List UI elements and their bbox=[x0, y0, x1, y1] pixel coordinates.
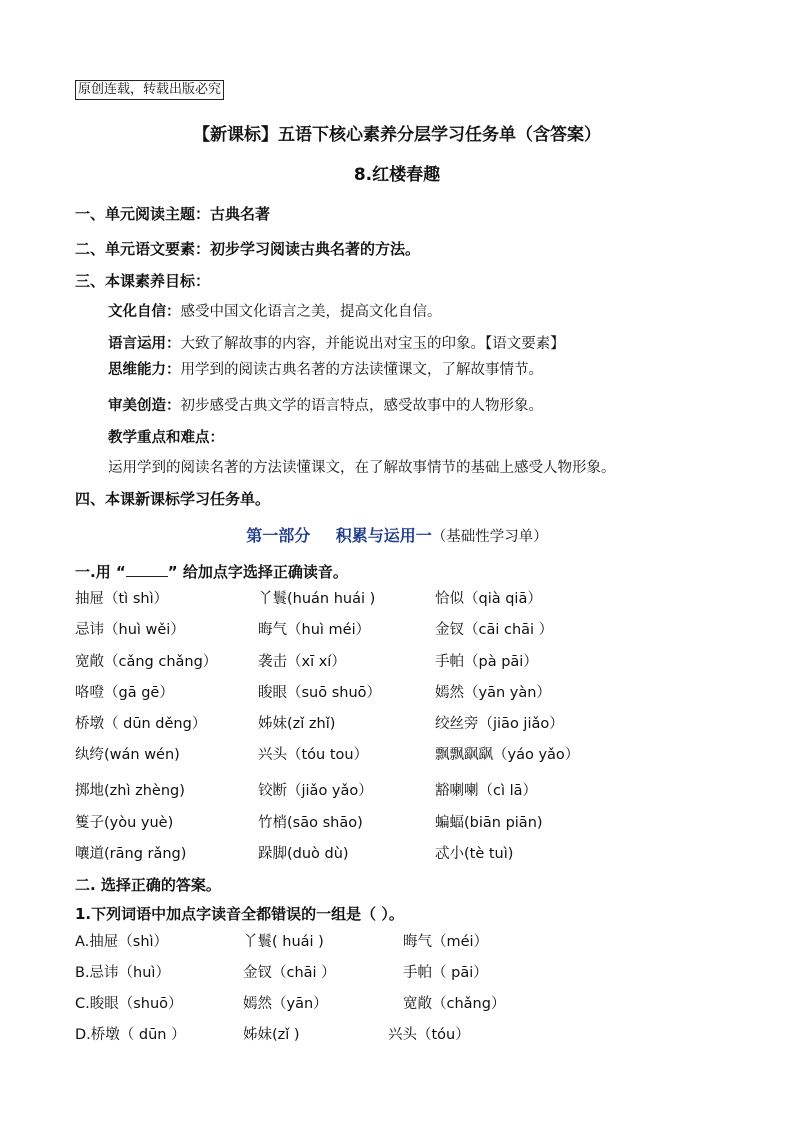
option-item: 晦气（méi） bbox=[403, 934, 489, 950]
option-label-item: D.桥墩（ dūn ） bbox=[75, 1027, 186, 1043]
pinyin-item: 竹梢(sāo shāo) bbox=[258, 815, 363, 831]
goal-text: 用学到的阅读古典名著的方法读懂课文，了解故事情节。 bbox=[180, 362, 543, 378]
pinyin-item: 豁喇喇（cì lā） bbox=[435, 783, 538, 799]
copyright-stamp: 原创连载，转载出版必究 bbox=[75, 80, 224, 100]
pinyin-item: 嚷道(rāng rǎng) bbox=[75, 846, 187, 862]
pinyin-item: 咯噔（gā gē） bbox=[75, 685, 174, 701]
pinyin-item: 恰似（qià qiā） bbox=[435, 591, 542, 607]
section-1-heading: 一、单元阅读主题：古典名著 bbox=[75, 205, 271, 223]
pinyin-item: 袭击（xī xí） bbox=[258, 654, 346, 670]
pinyin-item: 抽屉（tì shì） bbox=[75, 591, 169, 607]
pinyin-item: 兴头（tóu tou） bbox=[258, 747, 369, 763]
pinyin-item: 飘飘飖飖（yáo yǎo） bbox=[435, 747, 580, 763]
goal-label: 语言运用： bbox=[108, 336, 181, 352]
key-points-text: 运用学到的阅读名著的方法读懂课文，在了解故事情节的基础上感受人物形象。 bbox=[108, 460, 616, 476]
section-3-heading: 三、本课素养目标： bbox=[75, 272, 211, 290]
pinyin-item: 忌讳（huì wěi） bbox=[75, 622, 185, 638]
option-label-item: C.睃眼（shuō） bbox=[75, 996, 183, 1012]
goal-thinking bbox=[108, 358, 543, 379]
pinyin-item: 金钗（cāi chāi ） bbox=[435, 622, 554, 638]
lesson-title: 8.红楼春趣 bbox=[353, 165, 441, 185]
goal-language bbox=[108, 332, 565, 353]
pinyin-item: 姊妹(zǐ zhǐ) bbox=[258, 716, 336, 732]
goal-text: 初步感受古典文学的语言特点，感受故事中的人物形象。 bbox=[180, 398, 543, 414]
goal-label: 审美创造： bbox=[108, 398, 181, 414]
q2-heading: 二. 选择正确的答案。 bbox=[75, 876, 221, 894]
pinyin-item: 篗子(yòu yuè) bbox=[75, 815, 174, 831]
pinyin-item: 手帕（pà pāi） bbox=[435, 654, 538, 670]
q2-question: 1.下列词语中加点字读音全都错误的一组是（ ）。 bbox=[75, 905, 404, 923]
part-title: 积累与运用一 bbox=[335, 526, 432, 545]
pinyin-item: 睃眼（suō shuō） bbox=[258, 685, 382, 701]
pinyin-item: 嫣然（yān yàn） bbox=[435, 685, 551, 701]
pinyin-item: 晦气（huì méi） bbox=[258, 622, 371, 638]
pinyin-item: 桥墩（ dūn děng） bbox=[75, 716, 207, 732]
goal-text: 大致了解故事的内容，并能说出对宝玉的印象。【语文要素】 bbox=[180, 336, 565, 352]
pinyin-item: 蝙蝠(biān piān) bbox=[435, 815, 543, 831]
option-item: 丫鬟( huái ) bbox=[243, 934, 324, 950]
pinyin-item: 忒小(tè tuì) bbox=[435, 846, 514, 862]
goal-text: 感受中国文化语言之美，提高文化自信。 bbox=[180, 304, 442, 320]
option-item: 手帕（ pāi） bbox=[403, 965, 488, 981]
q1-suffix: ” 给加点字选择正确读音。 bbox=[167, 563, 348, 581]
part-name: 第一部分 bbox=[246, 526, 311, 545]
option-item: 嫣然（yān） bbox=[243, 996, 328, 1012]
pinyin-item: 纨绔(wán wén) bbox=[75, 747, 180, 763]
option-label-item: A.抽屉（shì） bbox=[75, 934, 169, 950]
section-4-heading: 四、本课新课标学习任务单。 bbox=[75, 490, 271, 508]
key-points-label: 教学重点和难点： bbox=[108, 430, 224, 446]
pinyin-item: 绞丝旁（jiāo jiǎo） bbox=[435, 716, 564, 732]
goal-label: 思维能力： bbox=[108, 362, 181, 378]
document-title: 【新课标】五语下核心素养分层学习任务单（含答案） bbox=[193, 125, 601, 145]
q1-heading bbox=[75, 561, 348, 582]
pinyin-item: 铰断（jiǎo yǎo） bbox=[258, 783, 373, 799]
section-2-heading: 二、单元语文要素：初步学习阅读古典名著的方法。 bbox=[75, 240, 421, 258]
goal-aesthetic bbox=[108, 394, 543, 415]
option-label-item: B.忌讳（huì） bbox=[75, 965, 170, 981]
pinyin-item: 掷地(zhì zhèng) bbox=[75, 783, 185, 799]
pinyin-item: 跺脚(duò dù) bbox=[258, 846, 349, 862]
option-item: 兴头（tóu） bbox=[388, 1027, 470, 1043]
goal-label: 文化自信： bbox=[108, 304, 181, 320]
answer-blank-line bbox=[126, 564, 168, 577]
option-item: 金钗（chāi ） bbox=[243, 965, 336, 981]
pinyin-item: 丫鬟(huán huái ) bbox=[258, 591, 376, 607]
part-type: （基础性学习单） bbox=[431, 529, 548, 545]
option-item: 姊妹(zǐ ) bbox=[243, 1027, 300, 1043]
option-item: 宽敞（chǎng） bbox=[403, 996, 506, 1012]
goal-culture bbox=[108, 300, 442, 321]
pinyin-item: 宽敞（cǎng chǎng） bbox=[75, 654, 218, 670]
part-heading bbox=[0, 523, 794, 546]
q1-prefix: 一.用 “ bbox=[75, 563, 126, 581]
